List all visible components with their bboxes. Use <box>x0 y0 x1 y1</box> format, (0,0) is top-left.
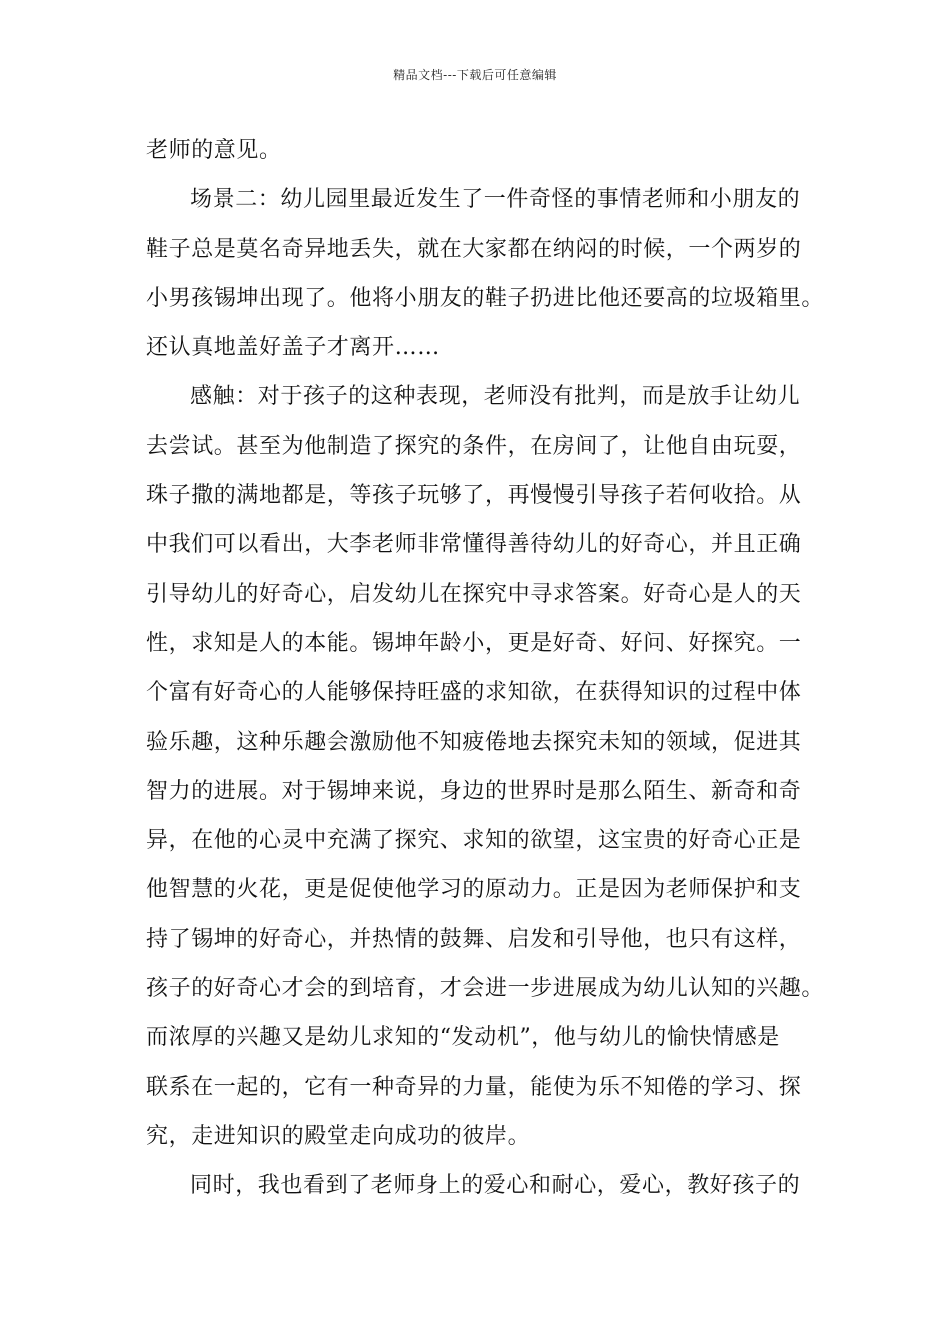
paragraph-line: 究，走进知识的殿堂走向成功的彼岸。 <box>146 1123 531 1149</box>
paragraph-line: 珠子撒的满地都是，等孩子玩够了，再慢慢引导孩子若何收拾。从 <box>146 483 802 509</box>
paragraph-line: 场景二：幼儿园里最近发生了一件奇怪的事情老师和小朋友的 <box>190 187 801 213</box>
paragraph-line: 孩子的好奇心才会的到培育，才会进一步进展成为幼儿认知的兴趣。 <box>146 976 825 1002</box>
paragraph-line: 智力的进展。对于锡坤来说，身边的世界时是那么陌生、新奇和奇 <box>146 778 802 804</box>
paragraph-line: 感触：对于孩子的这种表现，老师没有批判，而是放手让幼儿 <box>190 384 801 410</box>
paragraph-line: 持了锡坤的好奇心，并热情的鼓舞、启发和引导他，也只有这样， <box>146 926 802 952</box>
paragraph-line: 老师的意见。 <box>146 138 282 163</box>
paragraph-line: 去尝试。甚至为他制造了探究的条件，在房间了，让他自由玩耍， <box>146 433 802 459</box>
paragraph-line: 引导幼儿的好奇心，启发幼儿在探究中寻求答案。好奇心是人的天 <box>146 581 802 607</box>
paragraph-line: 而浓厚的兴趣又是幼儿求知的“发动机”，他与幼儿的愉快情感是 <box>146 1025 780 1051</box>
body-text <box>146 126 826 1211</box>
paragraph-line: 验乐趣，这种乐趣会激励他不知疲倦地去探究未知的领域，促进其 <box>146 729 802 755</box>
paragraph-line: 他智慧的火花，更是促使他学习的原动力。正是因为老师保护和支 <box>146 877 802 903</box>
paragraph-line: 小男孩锡坤出现了。他将小朋友的鞋子扔进比他还要高的垃圾箱里。 <box>146 285 825 311</box>
paragraph-line: 同时，我也看到了老师身上的爱心和耐心，爱心，教好孩子的 <box>190 1173 801 1199</box>
paragraph-line: 联系在一起的，它有一种奇异的力量，能使为乐不知倦的学习、探 <box>146 1074 802 1100</box>
paragraph-line: 还认真地盖好盖子才离开…… <box>146 335 440 361</box>
paragraph-line: 中我们可以看出，大李老师非常懂得善待幼儿的好奇心，并且正确 <box>146 532 802 558</box>
paragraph-line: 个富有好奇心的人能够保持旺盛的求知欲，在获得知识的过程中体 <box>146 680 802 706</box>
paragraph-line: 鞋子总是莫名奇异地丢失，就在大家都在纳闷的时候，一个两岁的 <box>146 236 802 262</box>
page-header: 精品文档---下载后可任意编辑 <box>393 68 557 82</box>
paragraph-line: 性，求知是人的本能。锡坤年龄小，更是好奇、好问、好探究。一 <box>146 630 802 656</box>
paragraph-line: 异，在他的心灵中充满了探究、求知的欲望，这宝贵的好奇心正是 <box>146 828 802 854</box>
